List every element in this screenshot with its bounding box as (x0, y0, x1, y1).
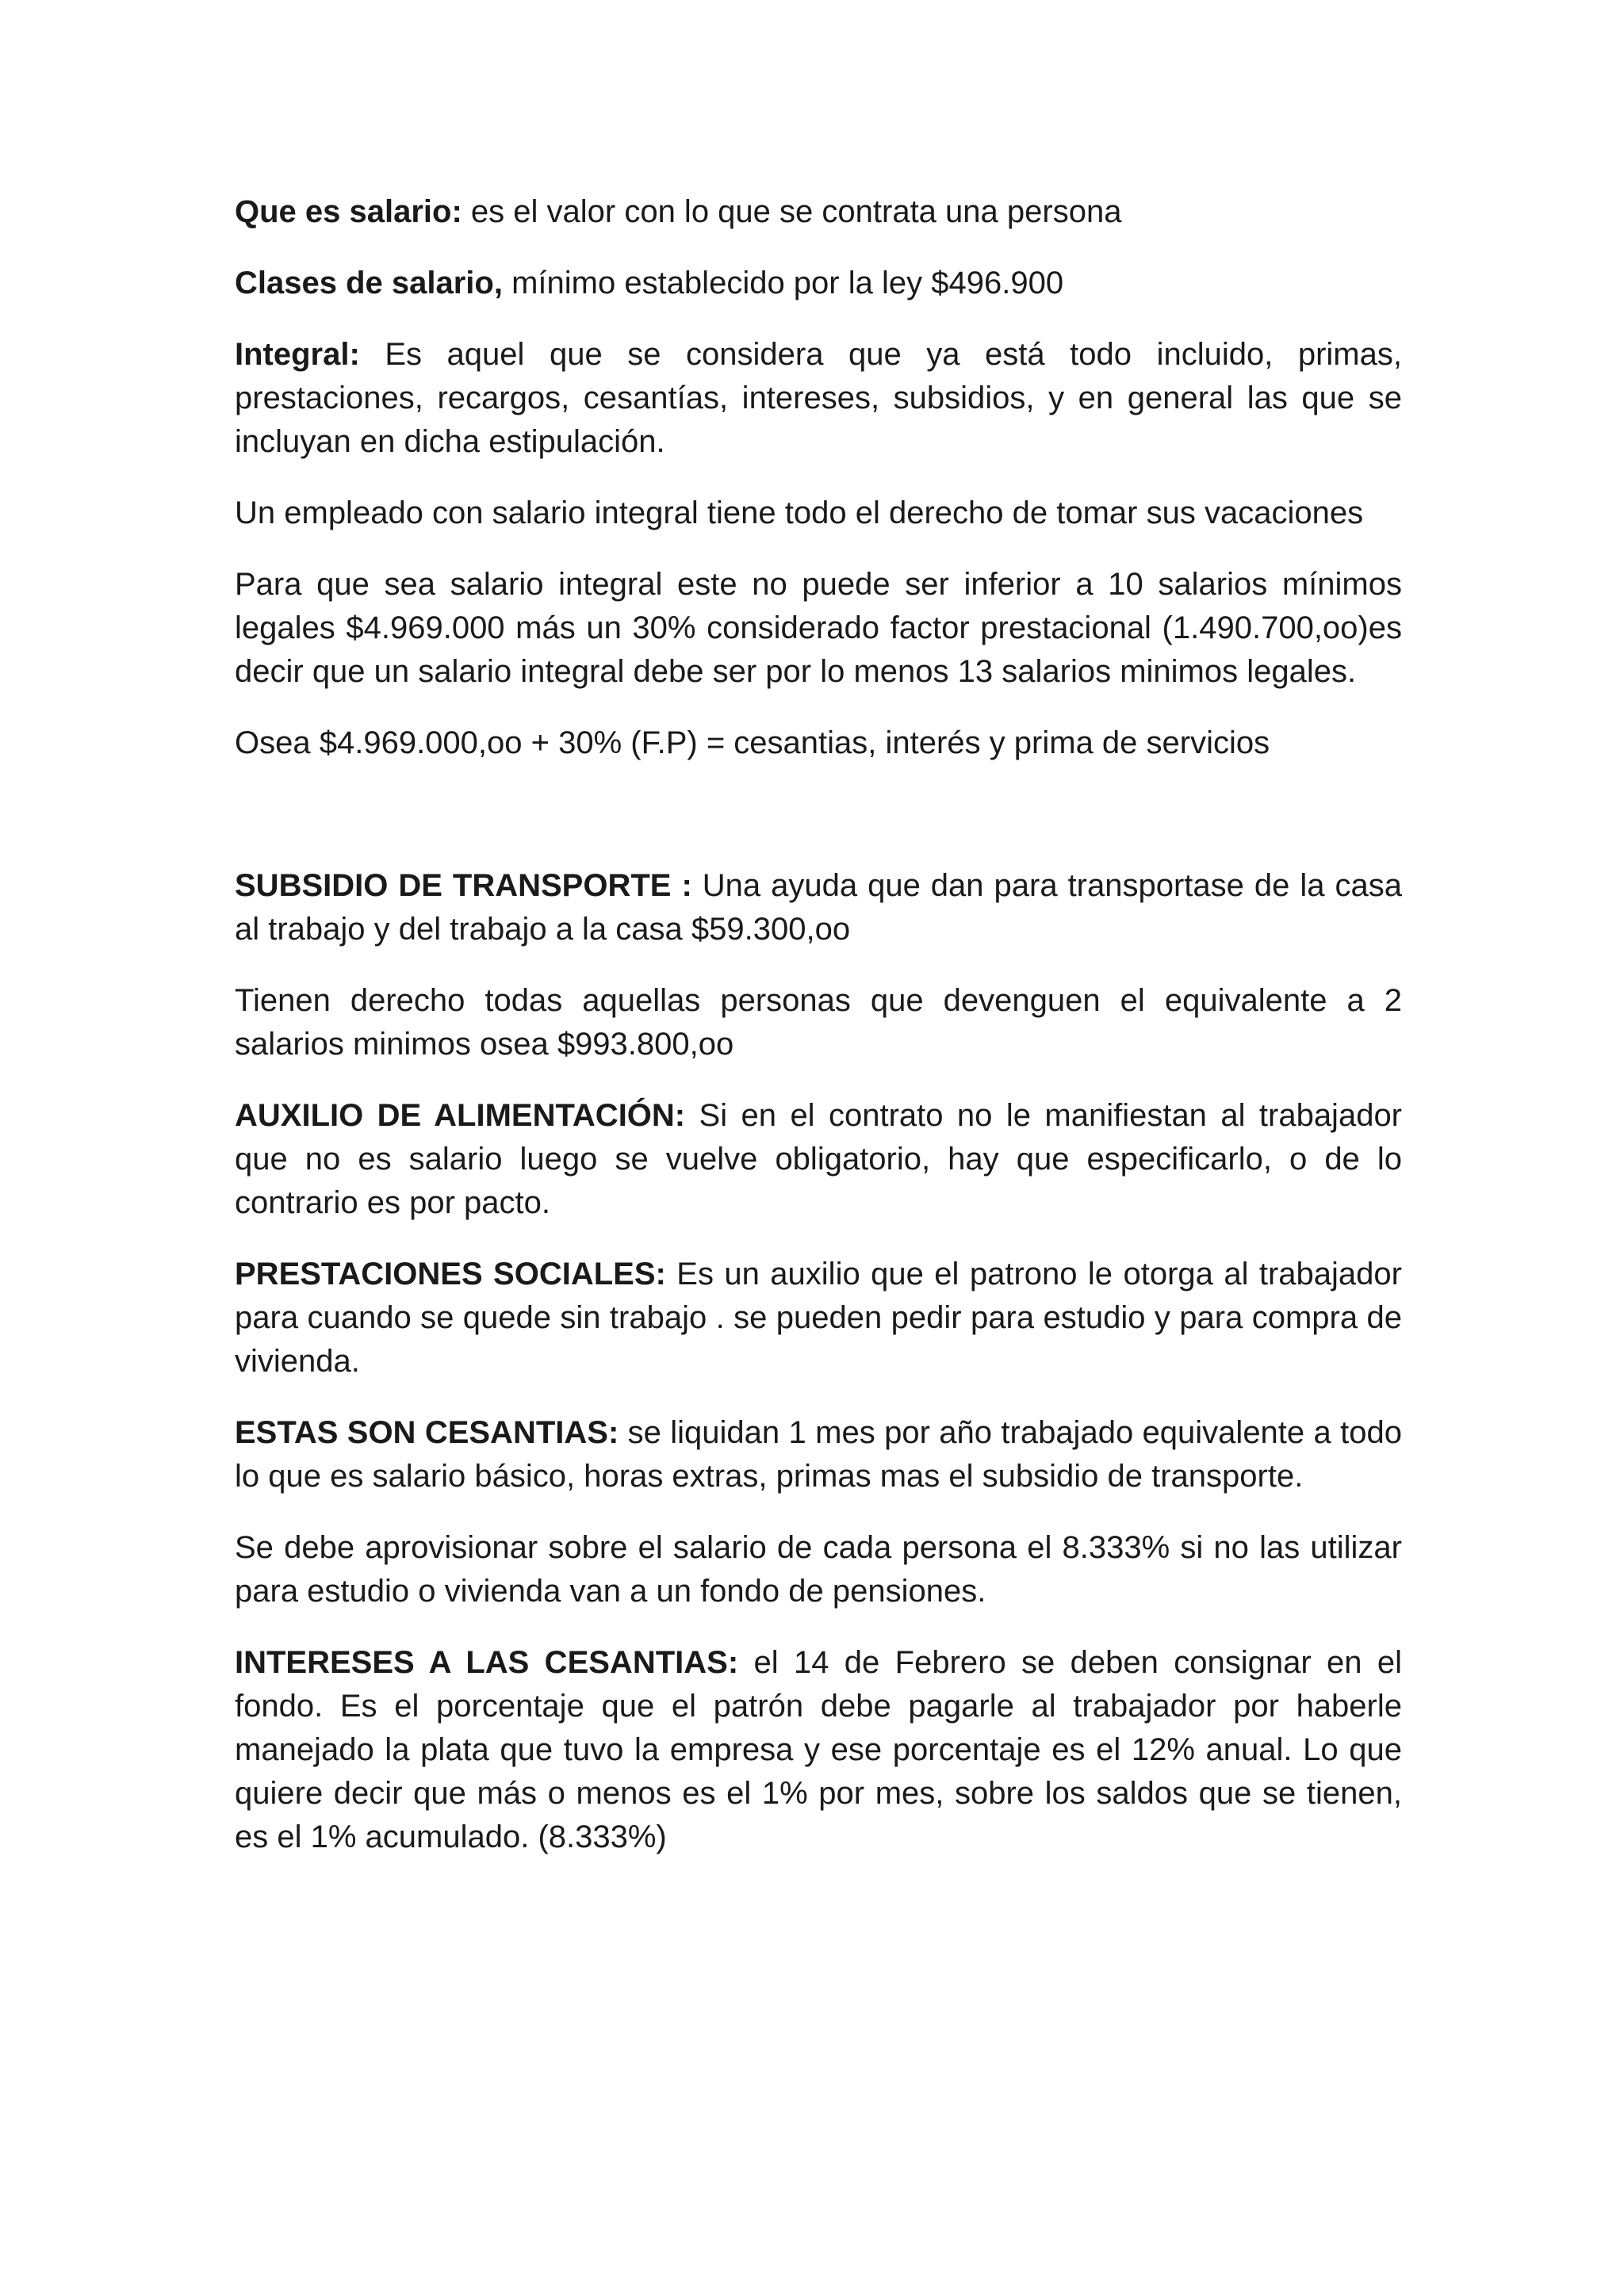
term-auxilio-alimentacion: AUXILIO DE ALIMENTACIÓN: (235, 1098, 686, 1133)
term-integral: Integral: (235, 337, 360, 372)
term-intereses-cesantias: INTERESES A LAS CESANTIAS: (235, 1645, 739, 1680)
paragraph-auxilio-alimentacion (235, 1094, 1402, 1225)
paragraph-subsidio-transporte (235, 864, 1402, 951)
definition-cesantias: se liquidan 1 mes por año trabajado equivalente a todo lo que es salario básico, horas extras, primas mas el subsidio de transporte. (235, 1415, 1403, 1494)
paragraph-clases-de-salario (235, 262, 1402, 305)
paragraph-aprovisionar: Se debe aprovisionar sobre el salario de cada persona el 8.333% si no las utilizar para estudio o vivienda van a un fondo de pensiones. (235, 1530, 1402, 1609)
paragraph-que-es-salario (235, 190, 1402, 234)
paragraph-empleado-vacaciones: Un empleado con salario integral tiene todo el derecho de tomar sus vacaciones (235, 496, 1364, 530)
term-subsidio-transporte: SUBSIDIO DE TRANSPORTE : (235, 868, 692, 903)
definition-clases-de-salario: mínimo establecido por la ley $496.900 (502, 266, 1064, 300)
document-page (235, 190, 1402, 1887)
definition-que-es-salario: es el valor con lo que se contrata una persona (462, 194, 1122, 229)
definition-integral: Es aquel que se considera que ya está todo incluido, primas, prestaciones, recargos, cesantías, intereses, subsidios, y en general las que se incluyan en dicha estipulación. (235, 337, 1402, 459)
paragraph-cesantias (235, 1411, 1402, 1498)
term-prestaciones-sociales: PRESTACIONES SOCIALES: (235, 1257, 666, 1292)
paragraph-osea-formula: Osea $4.969.000,oo + 30% (F.P) = cesantias, interés y prima de servicios (235, 725, 1270, 760)
term-clases-de-salario: Clases de salario, (235, 266, 503, 300)
definition-prestaciones-sociales: Es un auxilio que el patrono le otorga al trabajador para cuando se quede sin trabajo . se pueden pedir para estudio y para compra de vivienda. (235, 1257, 1402, 1379)
paragraph-intereses-cesantias (235, 1641, 1402, 1859)
paragraph-derecho-subsidio: Tienen derecho todas aquellas personas que devenguen el equivalente a 2 salarios minimos osea $993.800,oo (235, 983, 1402, 1062)
definition-auxilio-alimentacion: Si en el contrato no le manifiestan al trabajador que no es salario luego se vuelve obligatorio, hay que especificarlo, o de lo contrario es por pacto. (235, 1098, 1403, 1220)
blank-spacer (235, 793, 1402, 864)
definition-subsidio-transporte: Una ayuda que dan para transportase de la casa al trabajo y del trabajo a la casa $59.300,oo (235, 868, 1402, 947)
term-cesantias: ESTAS SON CESANTIAS: (235, 1415, 619, 1450)
paragraph-integral (235, 333, 1402, 464)
paragraph-salario-integral-minimo: Para que sea salario integral este no puede ser inferior a 10 salarios mínimos legales $4.969.000 más un 30% considerado factor prestacional (1.490.700,oo)es decir que un salario integral debe ser por lo menos 13 salarios minimos legales. (235, 567, 1402, 689)
definition-intereses-cesantias: el 14 de Febrero se deben consignar en el fondo. Es el porcentaje que el patrón debe pagarle al trabajador por haberle manejado la plata que tuvo la empresa y ese porcentaje es el 12% anual. Lo que quiere decir que más o menos es el 1% por mes, sobre los saldos que se tienen, es el 1% acumulado. (8.333%) (235, 1645, 1402, 1854)
term-que-es-salario: Que es salario: (235, 194, 462, 229)
paragraph-prestaciones-sociales (235, 1253, 1402, 1383)
